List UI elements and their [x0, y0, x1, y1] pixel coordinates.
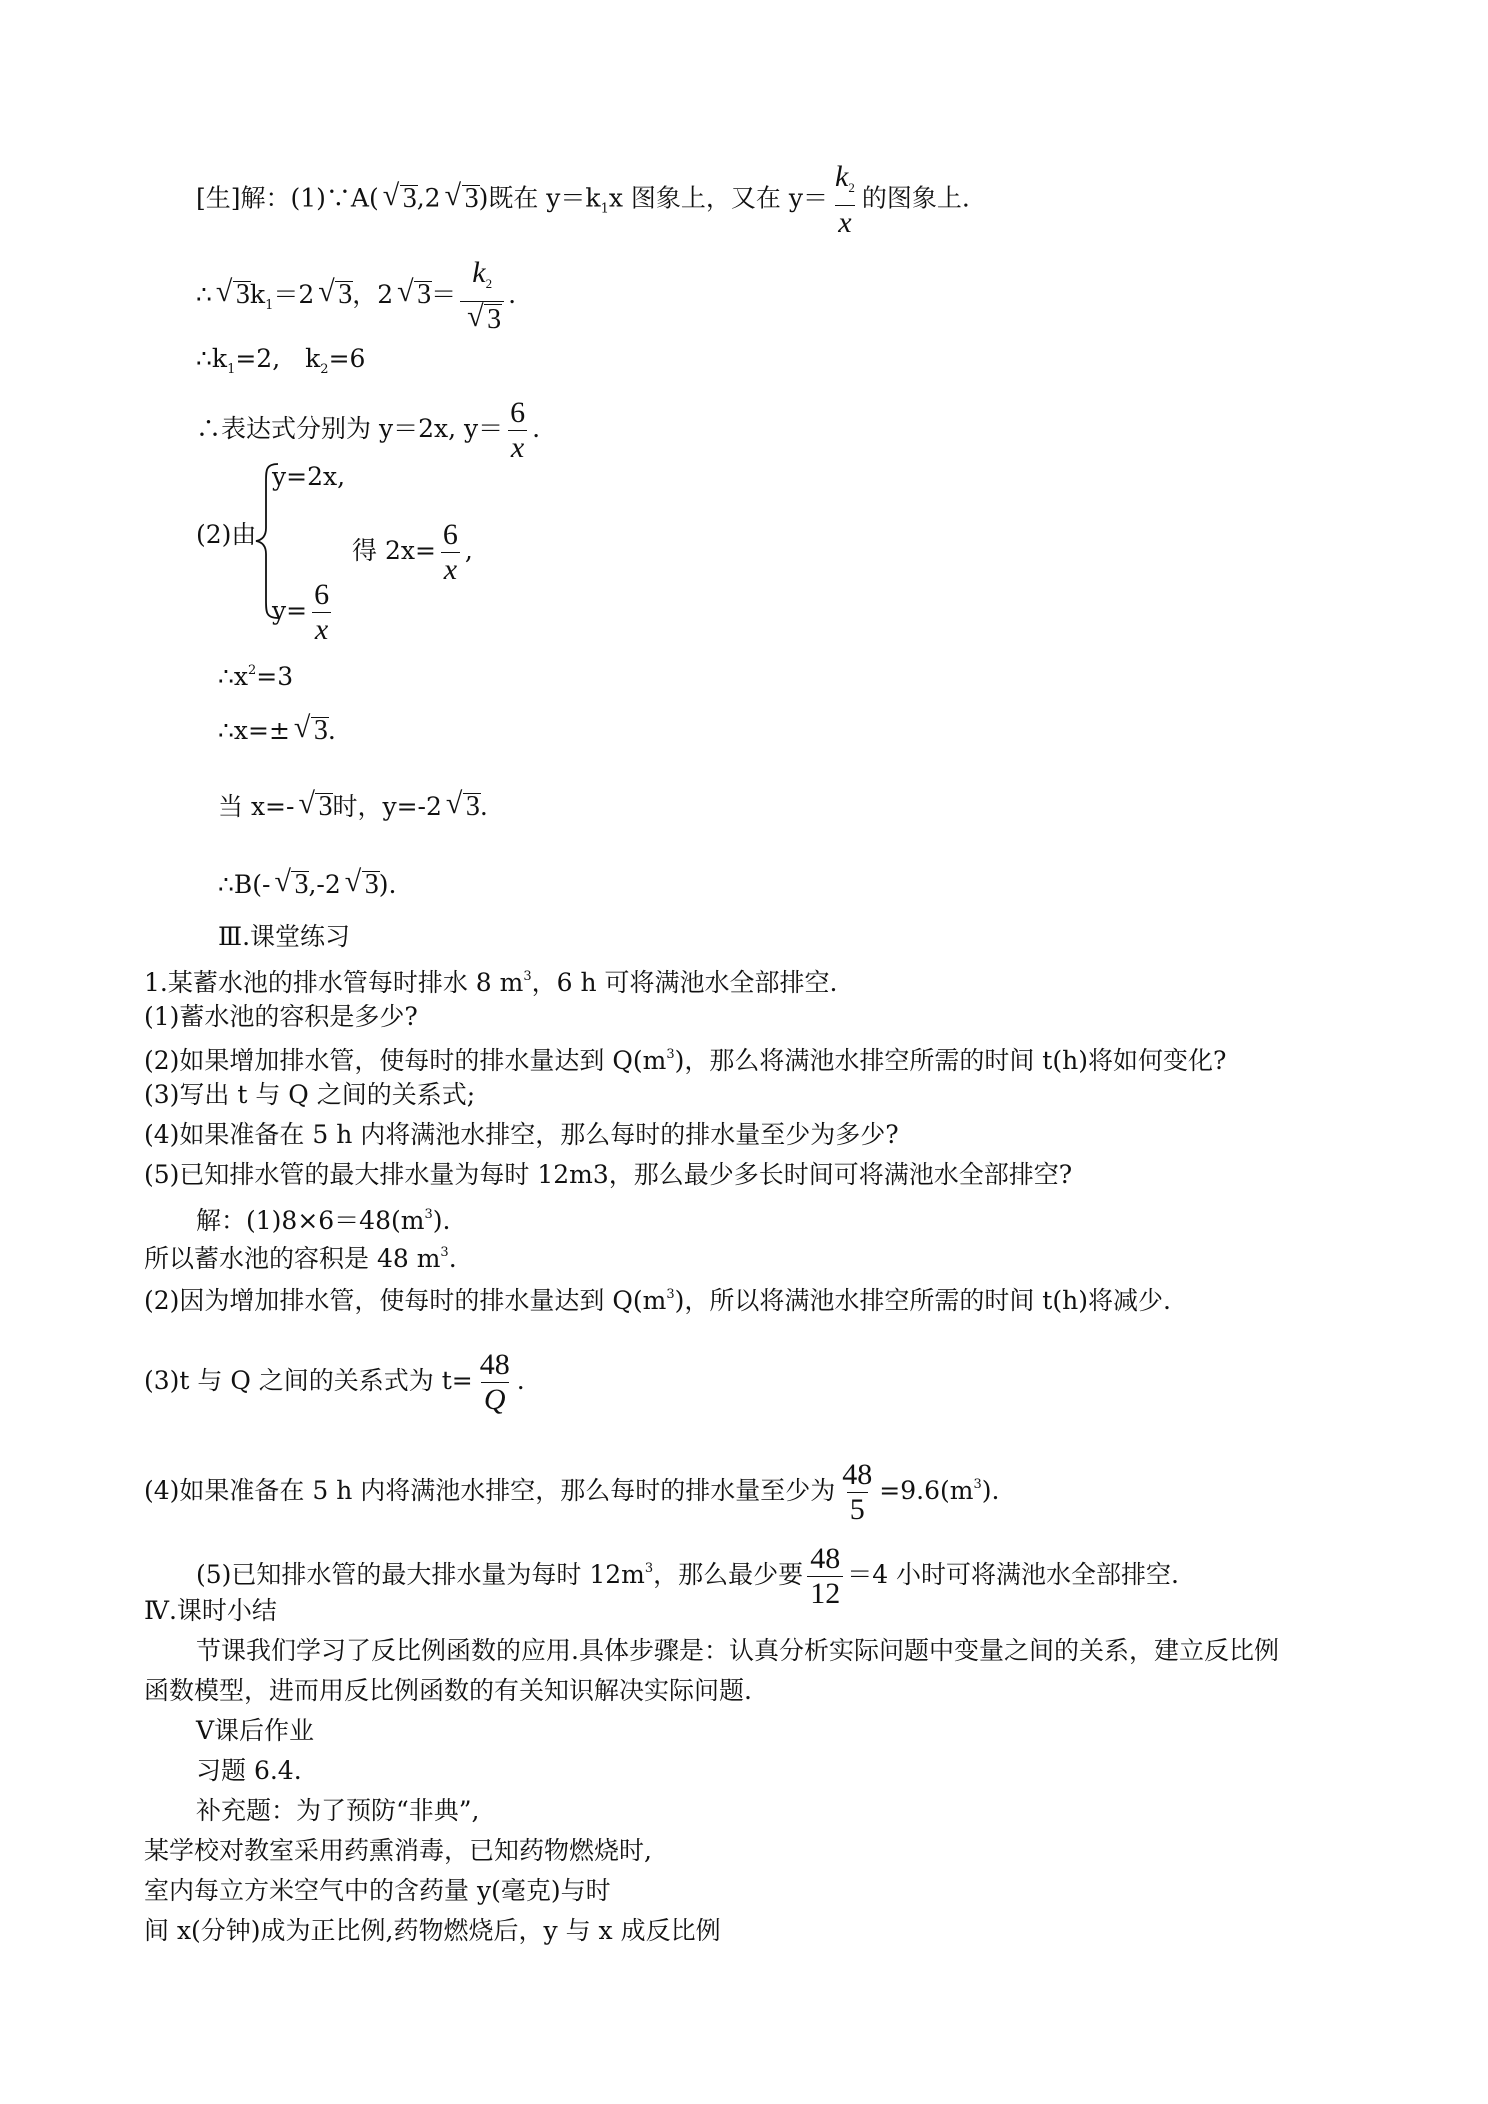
frac-den: x [835, 205, 854, 240]
answer-1b [144, 1238, 457, 1274]
solution-line-8 [218, 870, 397, 900]
text: . [532, 414, 541, 443]
frac-den: x [312, 612, 331, 647]
text: 所以蓄水池的容积是 48 m [144, 1244, 441, 1273]
summary-paragraph-line-2: 函数模型，进而用反比例函数的有关知识解决实际问题. [144, 1676, 752, 1705]
sqrt-3 [318, 280, 352, 310]
subscript: 2 [848, 180, 855, 195]
text: ∴x [218, 662, 249, 691]
superscript: 3 [666, 1287, 675, 1302]
text: k [249, 280, 266, 309]
subscript: 1 [227, 362, 236, 377]
text: ，2 [352, 280, 394, 309]
sqrt-3 [383, 184, 417, 214]
frac-den: Q [481, 1382, 509, 1417]
homework-text-line-2: 室内每立方米空气中的含药量 y(毫克)与时 [144, 1876, 611, 1905]
solution-line-2 [196, 256, 516, 337]
text: . [327, 716, 336, 745]
frac-den: x [441, 552, 460, 587]
text: 解：(1)8×6＝48(m [196, 1206, 425, 1235]
subscript: 2 [485, 276, 493, 291]
sqrt-radicand: 3 [294, 869, 309, 900]
fraction-6-over-x [507, 396, 528, 465]
text: . [508, 280, 517, 309]
sqrt-radicand: 3 [417, 279, 432, 310]
text: x 图象上，又在 y＝ [608, 183, 828, 213]
sqrt-3 [445, 184, 479, 214]
frac-num: 6 [510, 396, 526, 429]
frac-num: 48 [479, 1348, 510, 1381]
sqrt-3 [274, 870, 308, 900]
solution-line-1 [196, 160, 970, 240]
frac-num: k [834, 160, 849, 193]
homework-item-1: 习题 6.4. [196, 1756, 302, 1785]
answer-2 [144, 1280, 1171, 1316]
superscript: 3 [644, 1561, 654, 1576]
practice-question-1-3: (3)写出 t 与 Q 之间的关系式; [144, 1080, 476, 1109]
text: (5)已知排水管的最大排水量为每时 12m [196, 1560, 645, 1589]
sqrt-radicand: 3 [465, 791, 480, 822]
frac-num: 6 [314, 578, 330, 611]
sqrt-radicand: 3 [318, 791, 333, 822]
summary-paragraph-line-1: 节课我们学习了反比例函数的应用.具体步骤是：认真分析实际问题中变量之间的关系，建立反比例 [196, 1636, 1279, 1665]
practice-question-1 [144, 962, 838, 998]
frac-num: 6 [442, 518, 458, 551]
text: [生]解：(1)∵A( [196, 183, 379, 213]
homework-text-line-3: 间 x(分钟)成为正比例,药物燃烧后，y 与 x 成反比例 [144, 1916, 721, 1945]
superscript: 3 [973, 1477, 982, 1492]
solution-line-5 [218, 656, 293, 692]
practice-question-1-5: (5)已知排水管的最大排水量为每时 12m3，那么最少多长时间可将满池水全部排空? [144, 1160, 1073, 1189]
text: )，那么将满池水排空所需的时间 t(h)将如何变化? [674, 1046, 1227, 1075]
superscript: 2 [248, 663, 257, 678]
solution-line-7 [218, 792, 488, 822]
subscript: 1 [600, 201, 609, 217]
text: =3 [256, 662, 294, 691]
text: (2)因为增加排水管，使每时的排水量达到 Q(m [144, 1286, 667, 1315]
sqrt-3 [298, 792, 332, 822]
answer-1 [196, 1200, 450, 1236]
superscript: 3 [666, 1047, 675, 1062]
text: ，6 h 可将满池水全部排空. [531, 968, 838, 997]
sqrt-radicand: 3 [338, 279, 353, 310]
text: =6 [328, 344, 366, 373]
homework-text-line-1: 某学校对教室采用药熏消毒，已知药物燃烧时, [144, 1836, 652, 1865]
text: ). [378, 870, 397, 899]
text: 当 x=- [218, 792, 295, 821]
text: y= [272, 596, 308, 625]
text: ∴k [196, 344, 228, 373]
text: , [464, 536, 473, 565]
fraction-k2-over-sqrt3 [460, 256, 504, 337]
superscript: 3 [424, 1207, 433, 1222]
sqrt-3 [345, 870, 379, 900]
text: ,2 [416, 183, 441, 213]
text: =2, k [235, 344, 321, 373]
text: ＝4 小时可将满池水全部排空. [847, 1560, 1179, 1589]
sqrt-radicand: 3 [487, 304, 502, 335]
frac-den: 5 [847, 1492, 868, 1527]
text: ＝ [431, 280, 457, 309]
section-heading-practice: Ⅲ.课堂练习 [218, 922, 351, 951]
text: 1.某蓄水池的排水管每时排水 8 m [144, 968, 524, 997]
text: ∴表达式分别为 y＝2x, y＝ [196, 414, 504, 443]
text: (3)t 与 Q 之间的关系式为 t= [144, 1366, 473, 1395]
sqrt-3 [467, 303, 501, 337]
text: ∴x=± [218, 716, 290, 745]
solution-line-3 [196, 344, 365, 385]
text: )既在 y＝k [478, 183, 601, 213]
answer-4 [144, 1458, 999, 1527]
section-heading-summary: Ⅳ.课时小结 [144, 1596, 277, 1625]
text: (2)如果增加排水管，使每时的排水量达到 Q(m [144, 1046, 667, 1075]
text: ＝2 [273, 280, 315, 309]
frac-den: 12 [807, 1576, 843, 1611]
sqrt-3 [397, 280, 431, 310]
sqrt-radicand: 3 [402, 182, 417, 214]
text: ). [981, 1476, 1000, 1505]
system-result [352, 518, 473, 587]
text: ，那么最少要 [653, 1560, 804, 1589]
sqrt-radicand: 3 [235, 279, 250, 310]
sqrt-radicand: 3 [313, 715, 328, 746]
practice-question-1-1: (1)蓄水池的容积是多少? [144, 1002, 418, 1031]
solution-line-6 [218, 716, 336, 746]
text: . [479, 792, 488, 821]
frac-num: 48 [842, 1458, 873, 1491]
fraction-48-over-12 [807, 1542, 843, 1611]
text: . [448, 1244, 457, 1273]
text: ). [432, 1206, 451, 1235]
frac-num: k [472, 256, 486, 289]
text: =9.6(m [879, 1476, 974, 1505]
fraction-6-over-x [440, 518, 461, 587]
sqrt-3 [446, 792, 480, 822]
text: ∴ [196, 280, 212, 309]
text: (4)如果准备在 5 h 内将满池水排空，那么每时的排水量至少为 [144, 1476, 836, 1505]
subscript: 1 [265, 298, 274, 313]
practice-question-1-2 [144, 1040, 1226, 1076]
answer-3 [144, 1348, 525, 1417]
frac-num: 48 [810, 1542, 841, 1575]
system-equation-2 [272, 578, 336, 647]
text: 的图象上. [861, 183, 970, 213]
fraction-48-over-Q [477, 1348, 513, 1417]
frac-den: x [508, 430, 527, 465]
superscript: 3 [523, 969, 532, 984]
fraction-48-over-5 [839, 1458, 875, 1527]
text: ∴B(- [218, 870, 271, 899]
sqrt-3 [216, 280, 250, 310]
text: 得 2x= [352, 536, 436, 565]
system-label: (2)由 [196, 520, 257, 549]
homework-item-2: 补充题：为了预防“非典”, [196, 1796, 480, 1825]
sqrt-radicand: 3 [364, 869, 379, 900]
text: . [516, 1366, 525, 1395]
text: 时，y=-2 [332, 792, 442, 821]
sqrt-radicand: 3 [464, 182, 479, 214]
system-equation-1: y=2x, [272, 462, 346, 491]
subscript: 2 [320, 362, 329, 377]
solution-line-4 [196, 396, 540, 465]
section-heading-homework: Ⅴ课后作业 [196, 1716, 315, 1745]
practice-question-1-4: (4)如果准备在 5 h 内将满池水排空，那么每时的排水量至少为多少? [144, 1120, 899, 1149]
fraction-6-over-x [311, 578, 332, 647]
superscript: 3 [440, 1245, 449, 1260]
answer-5 [196, 1542, 1179, 1611]
text: ,-2 [308, 870, 341, 899]
text: )，所以将满池水排空所需的时间 t(h)将减少. [674, 1286, 1171, 1315]
fraction-k2-over-x [832, 160, 858, 240]
sqrt-3 [294, 716, 328, 746]
